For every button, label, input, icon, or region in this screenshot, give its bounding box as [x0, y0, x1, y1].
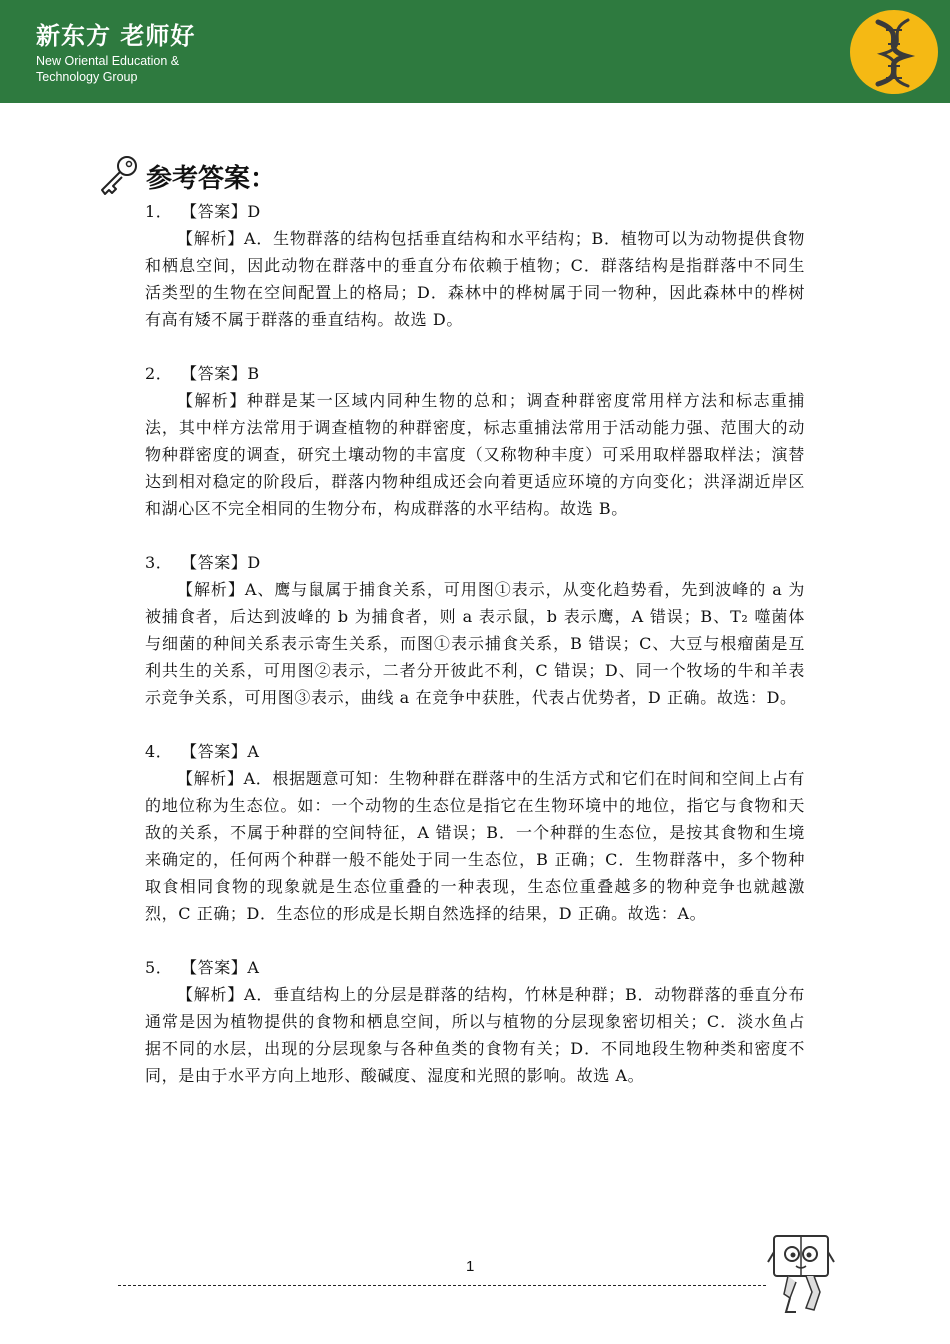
answer-text: 【答案】D	[181, 553, 261, 572]
footer-divider	[118, 1285, 766, 1286]
answer-list	[145, 198, 805, 1116]
explanation-text: 【解析】A．根据题意可知：生物种群在群落中的生活方式和它们在时间和空间上占有的地位称为生态位。如：一个动物的生态位是指它在生物环境中的地位，指它与食物和天敌的关系，不属于种群的空间特征，A 错误；B．一个种群的生态位，是按其食物和生境来确定的，任何两个种群一般不能处于同一生态位，B 正确；C．生物群落中，多个物种取食相同食物的现象就是生态位重叠的一种表现，生态位重叠越多的物种竞争也就越激烈，C 正确；D．生态位的形成是长期自然选择的结果，D 正确。故选：A。	[145, 769, 805, 923]
dna-logo-icon	[848, 8, 940, 96]
brand-en-line2: Technology Group	[36, 70, 138, 84]
question-number: 3．	[145, 553, 173, 572]
question-item	[145, 954, 805, 1089]
question-number: 4．	[145, 742, 173, 761]
mascot-reading-icon	[766, 1232, 836, 1316]
answer-text: 【答案】A	[181, 958, 260, 977]
answer-line	[145, 360, 805, 387]
answer-line	[145, 738, 805, 765]
explanation-text: 【解析】A、鹰与鼠属于捕食关系，可用图①表示，从变化趋势看，先到波峰的 a 为被捕食者，后达到波峰的 b 为捕食者，则 a 表示鼠，b 表示鹰，A 错误；B、T₂ 噬菌体与细菌的种间关系表示寄生关系，而图①表示捕食关系，B 错误；C、大豆与根瘤菌是互利共生的关系，可用图②表示，二者分开彼此不利，C 错误；D、同一个牧场的牛和羊表示竞争关系，可用图③表示，曲线 a 在竞争中获胜，代表占优势者，D 正确。故选：D。	[145, 580, 805, 707]
page-number: 1	[466, 1258, 475, 1275]
key-icon	[96, 153, 142, 199]
question-item	[145, 198, 805, 333]
question-item	[145, 360, 805, 522]
answer-text: 【答案】D	[181, 202, 261, 221]
header-bar	[0, 0, 950, 103]
explanation-text: 【解析】A．生物群落的结构包括垂直结构和水平结构；B．植物可以为动物提供食物和栖息空间，因此动物在群落中的垂直分布依赖于植物；C．群落结构是指群落中不同生活类型的生物在空间配置上的格局；D．森林中的桦树属于同一物种，因此森林中的桦树有高有矮不属于群落的垂直结构。故选 D。	[145, 229, 805, 329]
answer-text: 【答案】B	[181, 364, 260, 383]
explanation-text: 【解析】A．垂直结构上的分层是群落的结构，竹林是种群；B．动物群落的垂直分布通常是因为植物提供的食物和栖息空间，所以与植物的分层现象密切相关；C．淡水鱼占据不同的水层，出现的分层现象与各种鱼类的食物有关；D．不同地段生物种类和密度不同，是由于水平方向上地形、酸碱度、湿度和光照的影响。故选 A。	[145, 985, 805, 1085]
brand-en-line1: New Oriental Education &	[36, 54, 180, 68]
question-number: 1．	[145, 202, 173, 221]
question-item	[145, 549, 805, 711]
answer-line	[145, 198, 805, 225]
section-title: 参考答案：	[146, 163, 277, 194]
answer-line	[145, 954, 805, 981]
answer-text: 【答案】A	[181, 742, 260, 761]
brand-name-cn: 新东方 老师好	[36, 22, 196, 50]
brand-name-en	[36, 53, 236, 85]
answer-line	[145, 549, 805, 576]
question-item	[145, 738, 805, 927]
question-number: 5．	[145, 958, 173, 977]
question-number: 2．	[145, 364, 173, 383]
explanation-text: 【解析】种群是某一区域内同种生物的总和；调查种群密度常用样方法和标志重捕法，其中样方法常用于调查植物的种群密度，标志重捕法常用于活动能力强、范围大的动物种群密度的调查，研究土壤动物的丰富度（又称物种丰度）可采用取样器取样法；演替达到相对稳定的阶段后，群落内物种组成还会向着更适应环境的方向变化；洪泽湖近岸区和湖心区不完全相同的生物分布，构成群落的水平结构。故选 B。	[145, 391, 805, 518]
section-heading	[96, 152, 276, 200]
